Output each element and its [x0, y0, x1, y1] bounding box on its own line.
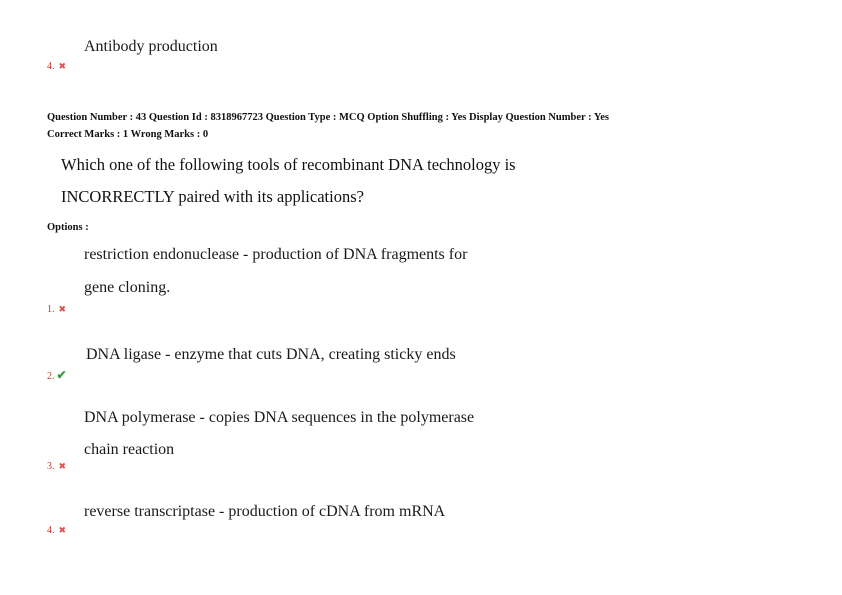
option-1-text-line1: restriction endonuclease - production of DNA fragments for: [84, 246, 468, 263]
prev-option-text: Antibody production: [84, 38, 218, 55]
option-2-number-label: 2.: [47, 371, 55, 382]
option-4-number: [47, 525, 66, 536]
option-4-text-line1: reverse transcriptase - production of cDNA from mRNA: [84, 503, 446, 520]
question-meta-line2: Correct Marks : 1 Wrong Marks : 0: [47, 129, 209, 140]
cross-icon: ✖: [58, 525, 67, 535]
option-1-text-line2: gene cloning.: [84, 279, 171, 296]
cross-icon: ✖: [58, 61, 67, 71]
question-meta-line1: Question Number : 43 Question Id : 8318967723 Question Type : MCQ Option Shuffling : Yes Display Question Number : Yes: [47, 112, 610, 123]
cross-icon: ✖: [58, 461, 67, 471]
option-1-number: [47, 304, 66, 315]
option-3-number-label: 3.: [47, 461, 55, 472]
option-3-text-line2: chain reaction: [84, 441, 175, 458]
question-text-line1: Which one of the following tools of recombinant DNA technology is: [61, 155, 516, 174]
check-icon: ✔: [56, 368, 67, 382]
options-label: Options :: [47, 222, 89, 233]
cross-icon: ✖: [58, 304, 67, 314]
option-1-number-label: 1.: [47, 304, 55, 315]
option-2-text-line1: DNA ligase - enzyme that cuts DNA, creating sticky ends: [86, 346, 456, 363]
prev-option-number: [47, 61, 66, 72]
prev-option-number-label: 4.: [47, 61, 55, 72]
option-3-text-line1: DNA polymerase - copies DNA sequences in the polymerase: [84, 409, 475, 426]
question-text-line2: INCORRECTLY paired with its applications?: [61, 187, 364, 206]
option-4-number-label: 4.: [47, 525, 55, 536]
option-2-number: [47, 368, 67, 383]
option-3-number: [47, 461, 66, 472]
